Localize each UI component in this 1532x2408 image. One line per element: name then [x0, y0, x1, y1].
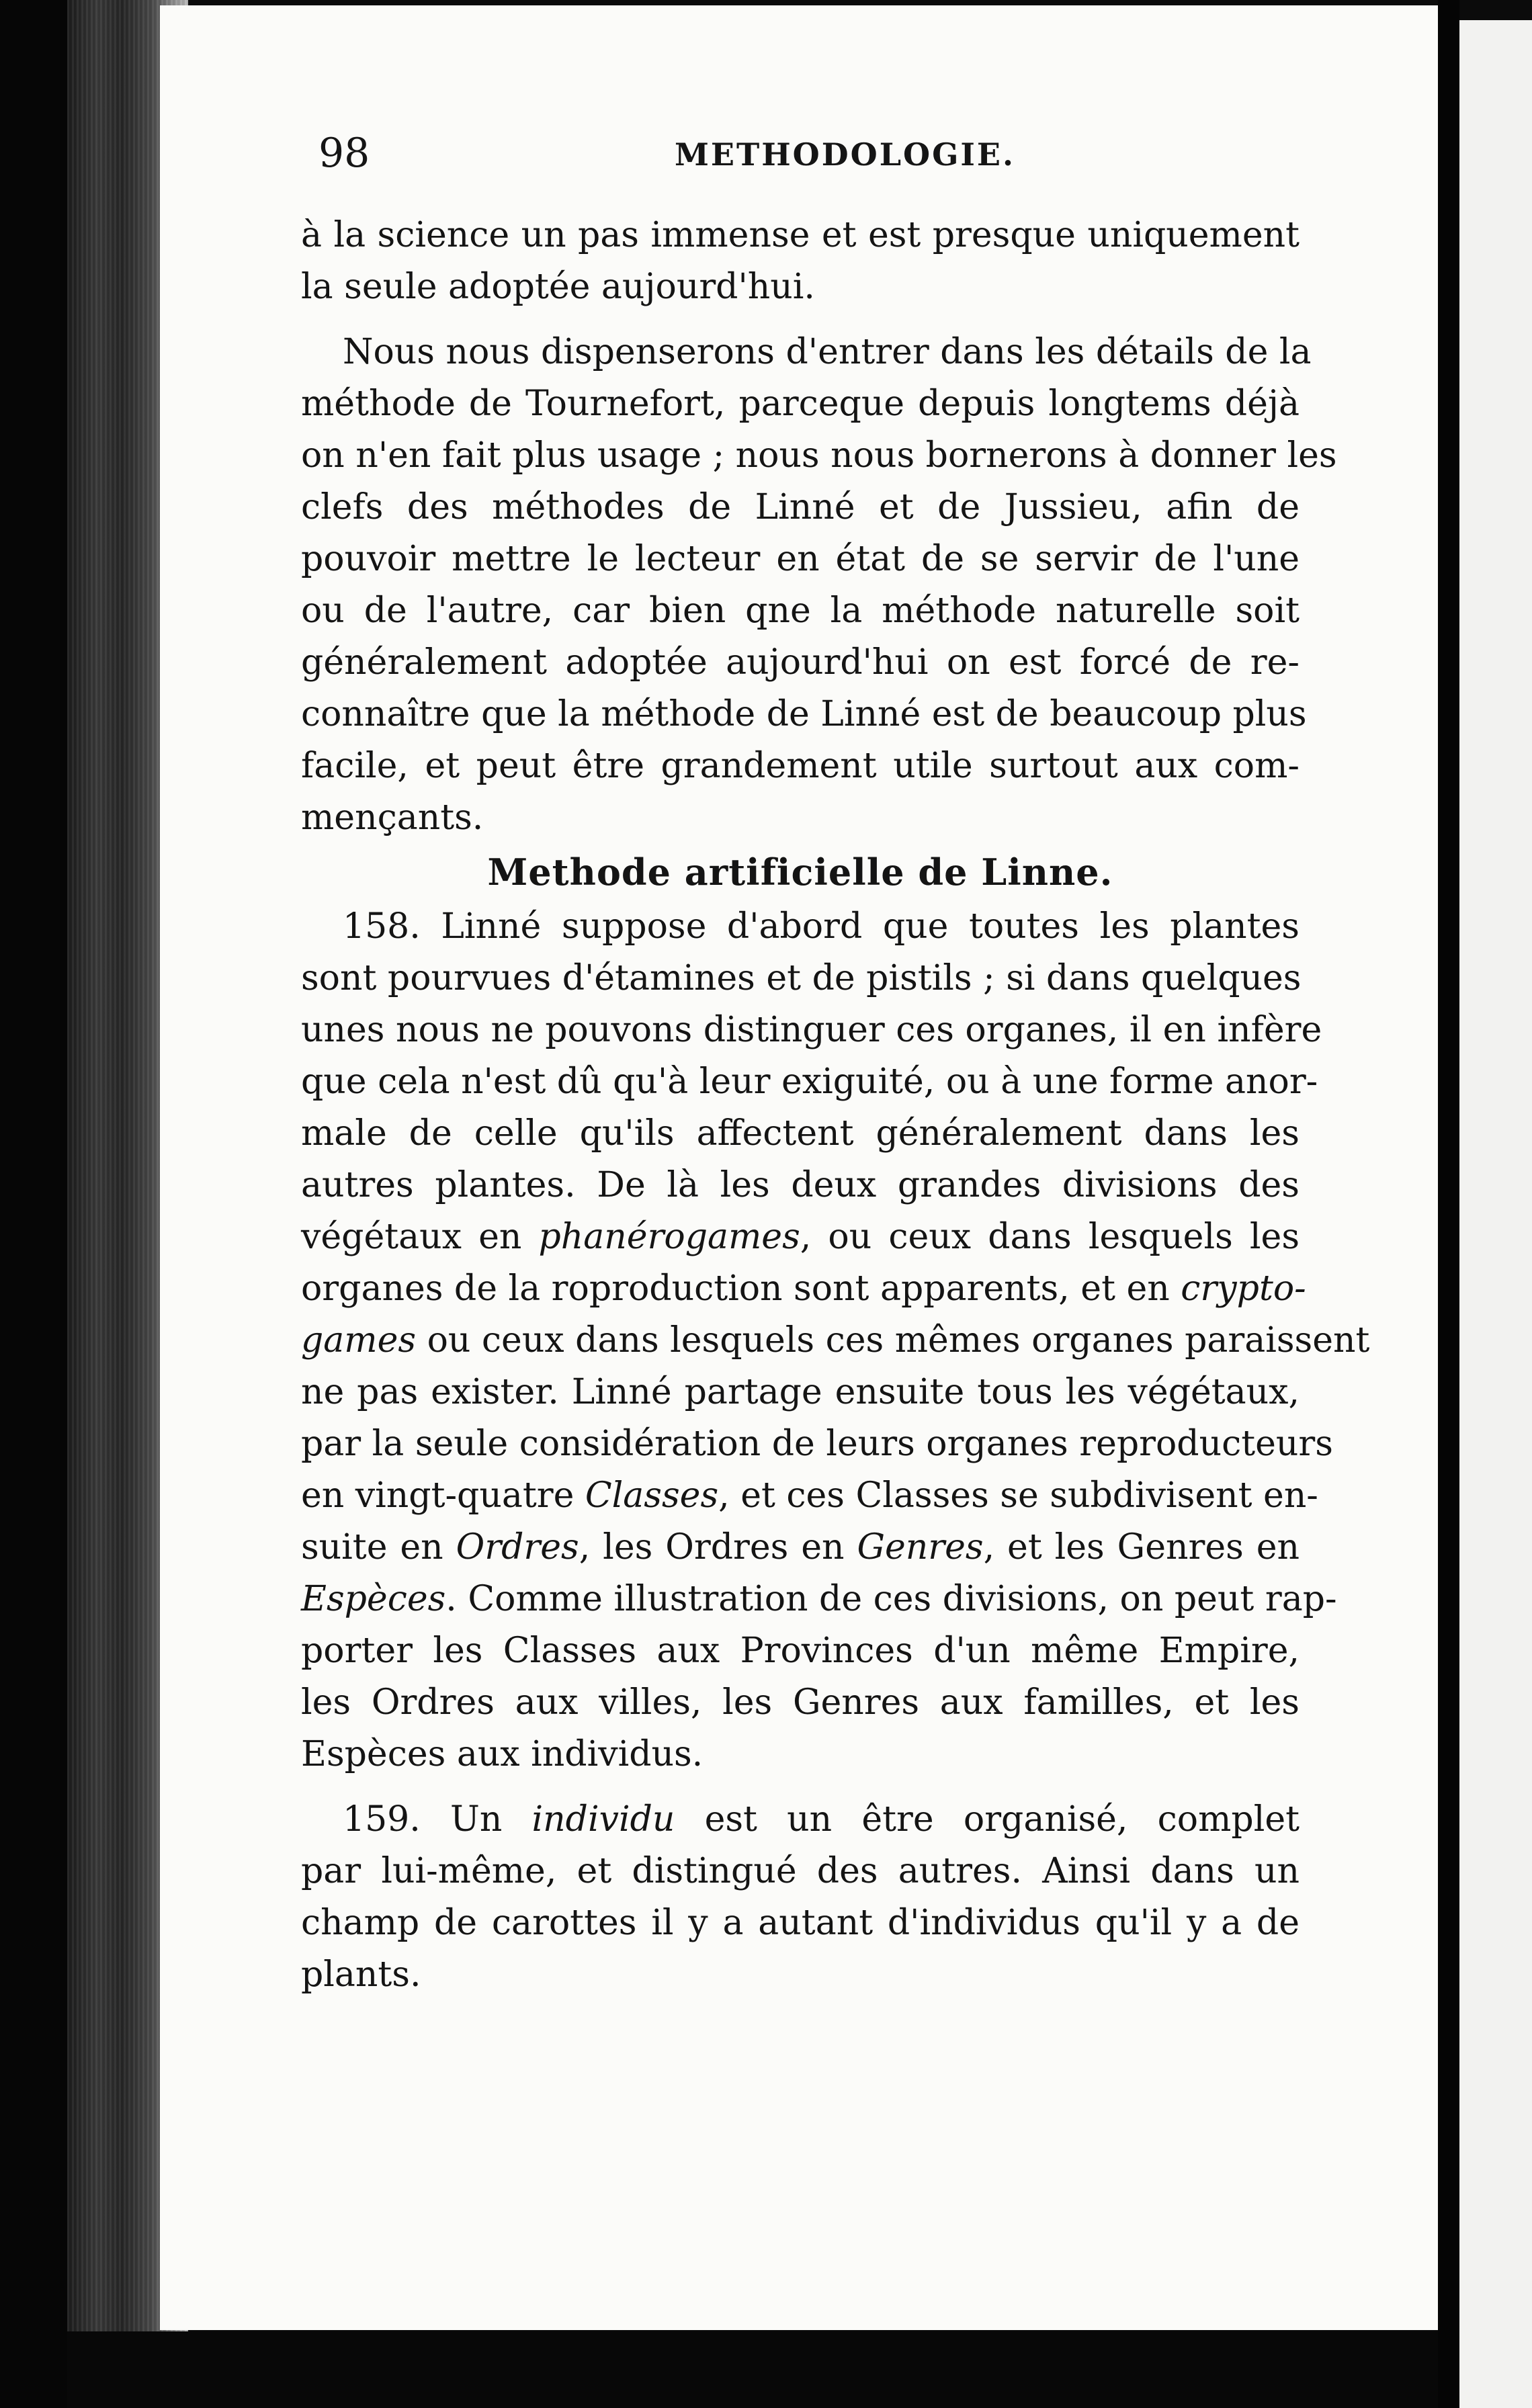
text-line: unes nous ne pouvons distinguer ces organes, il en infère	[301, 1010, 1322, 1050]
text-run: , et ces Classes se subdivisent en-	[718, 1475, 1318, 1516]
text-line: par la seule considération de leurs organes reproducteurs	[301, 1424, 1333, 1464]
text-line: méthode de Tournefort, parceque depuis longtems déjà	[301, 384, 1300, 424]
text-line: les Ordres aux villes, les Genres aux familles, et les	[301, 1682, 1300, 1723]
text-run: , les Ordres en	[579, 1527, 857, 1567]
text-line	[301, 1263, 1306, 1315]
text-line: autres plantes. De là les deux grandes divisions des	[301, 1165, 1300, 1205]
italic-term: Classes	[585, 1475, 719, 1516]
text-line: généralement adoptée aujourd'hui on est forcé de re-	[301, 642, 1300, 683]
text-line: clefs des méthodes de Linné et de Jussieu, afin de	[301, 487, 1300, 527]
text-line: on n'en fait plus usage ; nous nous bornerons à donner les	[301, 435, 1337, 476]
text-line: par lui-même, et distingué des autres. Ainsi dans un	[301, 1851, 1300, 1891]
italic-term: phanérogames	[538, 1217, 800, 1257]
text-run: 159. Un	[343, 1799, 532, 1840]
text-line: ou de l'autre, car bien qne la méthode naturelle soit	[301, 591, 1300, 631]
page-body	[301, 210, 1370, 2001]
text-line: à la science un pas immense et est presque uniquement	[301, 215, 1300, 255]
italic-term: Genres	[857, 1527, 984, 1567]
italic-term: crypto-	[1181, 1268, 1306, 1309]
text-line	[301, 1315, 1370, 1367]
text-line	[301, 1522, 1300, 1574]
text-line: male de celle qu'ils affectent généralement dans les	[301, 1113, 1300, 1154]
text-run: , ou ceux dans lesquels les	[800, 1217, 1300, 1257]
text-run: organes de la roproduction sont apparents, et en	[301, 1268, 1181, 1309]
text-line: sont pourvues d'étamines et de pistils ; si dans quelques	[301, 958, 1302, 998]
text-line: la seule adoptée aujourd'hui.	[301, 267, 815, 307]
text-run: . Comme illustration de ces divisions, on peut rap-	[445, 1579, 1337, 1619]
text-line: porter les Classes aux Provinces d'un même Empire,	[301, 1631, 1300, 1671]
text-line: 158. Linné suppose d'abord que toutes les plantes	[343, 906, 1300, 947]
text-line	[301, 1794, 1300, 1846]
section-heading: Methode artificielle de Linne.	[487, 851, 1113, 894]
text-line: pouvoir mettre le lecteur en état de se servir de l'une	[301, 539, 1300, 579]
text-run: est un être organisé, complet	[675, 1799, 1300, 1840]
book-gutter	[1438, 0, 1459, 2408]
page-header	[318, 126, 1306, 180]
facing-page-edge	[1459, 20, 1532, 2408]
text-line: connaître que la méthode de Linné est de beaucoup plus	[301, 694, 1307, 734]
italic-term: individu	[531, 1799, 675, 1840]
text-line	[301, 1470, 1318, 1522]
text-line: que cela n'est dû qu'à leur exiguité, ou à une forme anor-	[301, 1062, 1318, 1102]
text-run: suite en	[301, 1527, 456, 1567]
text-run: en vingt-quatre	[301, 1475, 585, 1516]
text-line: facile, et peut être grandement utile surtout aux com-	[301, 746, 1300, 786]
text-line: mençants.	[301, 798, 484, 838]
scan-bottom-edge	[67, 2331, 1438, 2408]
text-run: ou ceux dans lesquels ces mêmes organes paraissent	[416, 1320, 1370, 1361]
italic-term: Espèces	[301, 1579, 446, 1619]
text-run: , et les Genres en	[983, 1527, 1300, 1567]
italic-term: Ordres	[456, 1527, 579, 1567]
text-run: végétaux en	[301, 1217, 539, 1257]
text-line: ne pas exister. Linné partage ensuite tous les végétaux,	[301, 1372, 1300, 1412]
text-line: champ de carottes il y a autant d'individus qu'il y a de	[301, 1903, 1300, 1943]
page-number: 98	[318, 130, 370, 177]
text-line: Nous nous dispenserons d'entrer dans les détails de la	[343, 332, 1312, 372]
scan-left-edge	[0, 0, 67, 2408]
running-title: METHODOLOGIE.	[675, 136, 1015, 173]
italic-term: games	[301, 1320, 417, 1361]
text-line	[301, 1574, 1337, 1625]
text-line: Espèces aux individus.	[301, 1734, 704, 1774]
text-line: plants.	[301, 1954, 421, 1995]
text-line	[301, 1211, 1300, 1263]
